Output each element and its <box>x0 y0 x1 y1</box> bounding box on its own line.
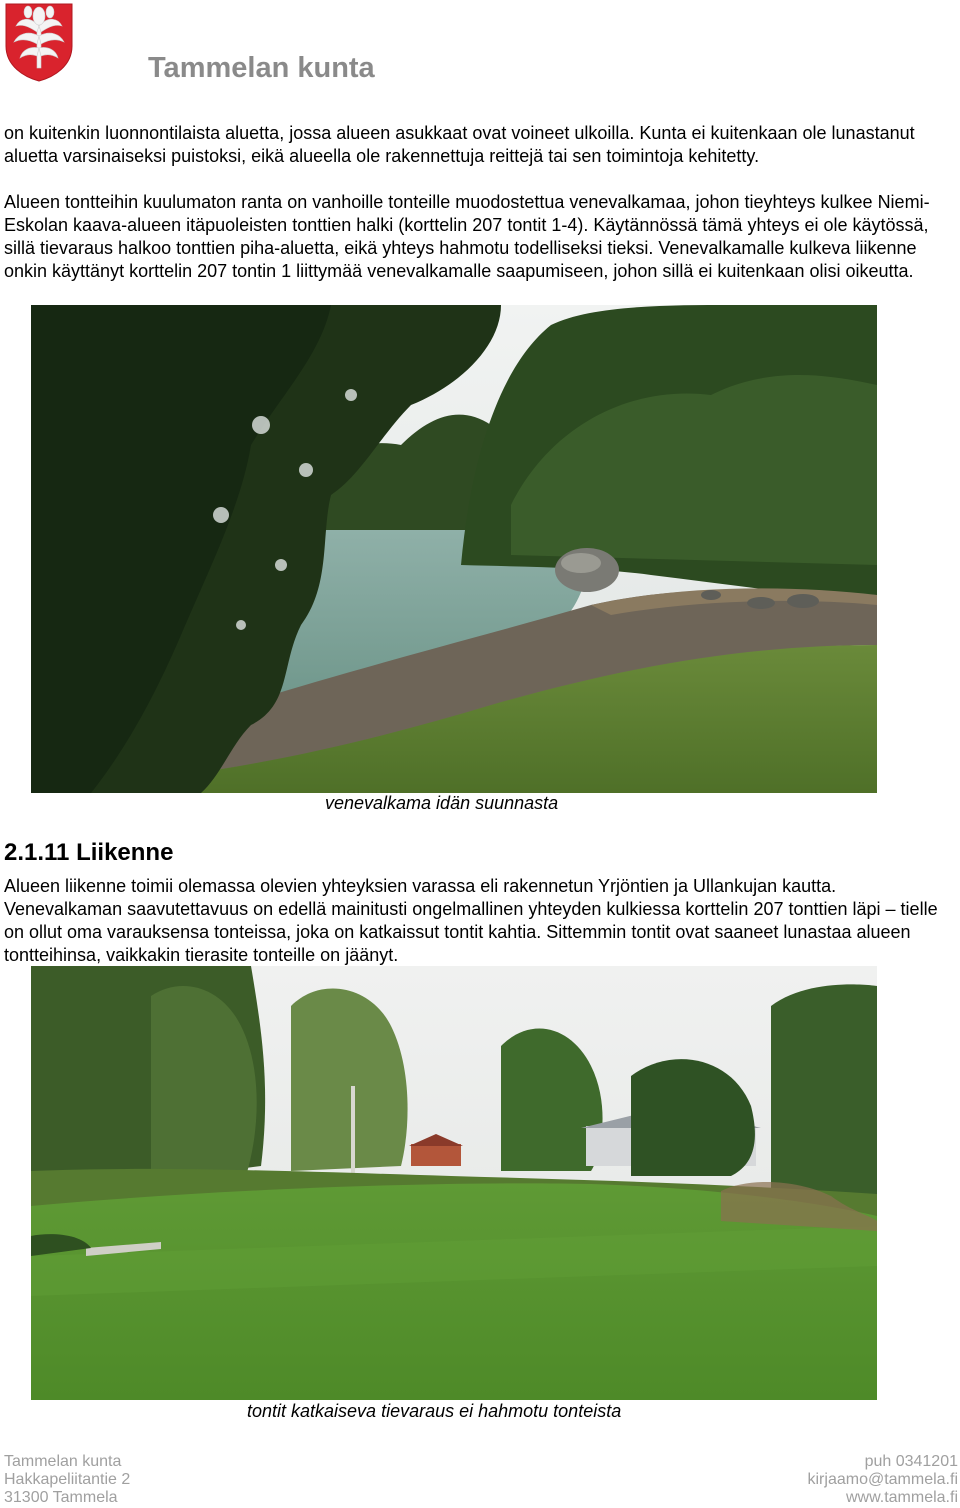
paragraph-boat-harbour: Alueen tontteihin kuulumaton ranta on vanhoille tonteille muodostettua venevalkamaa, johon tieyhteys kulkee Niemi-Eskolan kaava-alueen itäpuoleisten tonttien halki (korttelin 207 tontit 1-4). Käytännössä tämä yhteys ei ole käytössä, sillä tievaraus halkoo tonttien piha-aluetta, eikä yhteys hahmotu todelliseksi tieksi. Venevalkamalle kulkeva liikenne onkin käyttänyt korttelin 207 tontin 1 liittymää venevalkamalle saapumiseen, johon sillä ei kuitenkaan olisi oikeutta. <box>4 192 930 281</box>
municipal-coat-of-arms-icon <box>4 2 74 82</box>
section-heading-traffic: 2.1.11 Liikenne <box>4 839 174 866</box>
organization-title: Tammelan kunta <box>148 52 375 84</box>
footer-phone: puh 0341201 <box>864 1453 958 1470</box>
photo-road-reservation <box>31 966 877 1400</box>
paragraph-traffic: Alueen liikenne toimii olemassa olevien yhteyksien varassa eli rakennetun Yrjöntien ja Ullankujan kautta. Venevalkaman saavutettavuus on edellä mainitusti ongelmallinen yhteyden kulkiessa korttelin 207 tonttien läpi – tielle on ollut oma varauksensa tonteissa, joka on katkaissut tontit kahtia. Sittemmin tontit ovat saaneet lunastaa alueen tontteihinsa, vaikkakin tierasite tonteille on jäänyt. <box>4 876 938 965</box>
photo-boat-harbour <box>31 305 877 793</box>
footer-postal: 31300 Tammela <box>4 1489 118 1506</box>
footer-contact <box>808 1453 959 1507</box>
footer-org-name: Tammelan kunta <box>4 1453 122 1470</box>
footer-address <box>4 1453 130 1507</box>
footer-email[interactable]: kirjaamo@tammela.fi <box>807 1471 958 1488</box>
footer-website[interactable]: www.tammela.fi <box>845 1489 958 1506</box>
paragraph-continued: on kuitenkin luonnontilaista aluetta, jossa alueen asukkaat ovat voineet ulkoilla. Kunta ei kuitenkaan ole lunastanut aluetta varsinaiseksi puistoksi, eikä alueella ole rakennettuja reittejä tai sen toimintoja kehitetty. <box>4 123 915 166</box>
photo-2-caption: tontit katkaiseva tievaraus ei hahmotu tonteista <box>247 1401 622 1421</box>
footer-street: Hakkapeliitantie 2 <box>4 1471 131 1488</box>
photo-1-caption: venevalkama idän suunnasta <box>325 793 559 813</box>
